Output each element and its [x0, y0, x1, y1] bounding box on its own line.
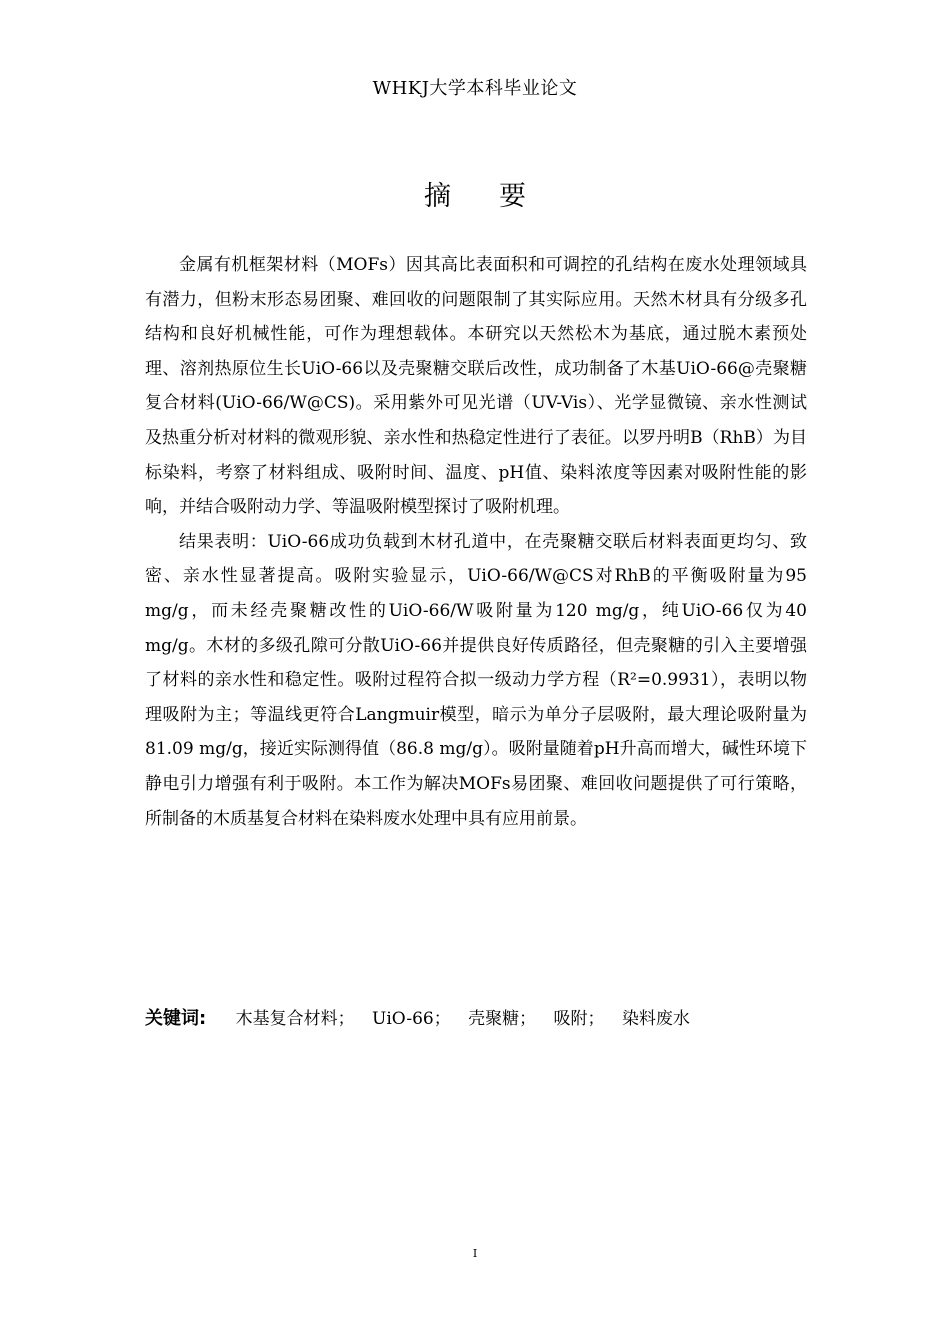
running-header: WHKJ大学本科毕业论文: [372, 78, 578, 99]
keywords-line: [145, 1005, 807, 1033]
abstract-title: 摘要: [424, 181, 574, 212]
page-number: I: [472, 1247, 478, 1260]
abstract-body: [145, 248, 807, 836]
keyword-item: 染料废水: [621, 1009, 690, 1029]
keyword-item: 壳聚糖；: [468, 1009, 537, 1029]
keyword-item: 吸附；: [553, 1009, 605, 1029]
abstract-paragraph-2: 结果表明：UiO-66成功负载到木材孔道中，在壳聚糖交联后材料表面更均匀、致密、亲水性显著提高。吸附实验显示，UiO-66/W@CS对RhB的平衡吸附量为95 mg/g，而未经壳聚糖改性的UiO-66/W吸附量为120 mg/g，纯UiO-66仅为40 mg/g。木材的多级孔隙可分散UiO-66并提供良好传质路径，但壳聚糖的引入主要增强了材料的亲水性和稳定性。吸附过程符合拟一级动力学方程（R²=0.9931），表明以物理吸附为主；等温线更符合Langmuir模型，暗示为单分子层吸附，最大理论吸附量为81.09 mg/g，接近实际测得值（86.8 mg/g）。吸附量随着pH升高而增大，碱性环境下静电引力增强有利于吸附。本工作为解决MOFs易团聚、难回收问题提供了可行策略，所制备的木质基复合材料在染料废水处理中具有应用前景。: [145, 531, 807, 829]
abstract-paragraph-1: 金属有机框架材料（MOFs）因其高比表面积和可调控的孔结构在废水处理领域具有潜力，但粉末形态易团聚、难回收的问题限制了其实际应用。天然木材具有分级多孔结构和良好机械性能，可作为理想载体。本研究以天然松木为基底，通过脱木素预处理、溶剂热原位生长UiO-66以及壳聚糖交联后改性，成功制备了木基UiO-66@壳聚糖复合材料(UiO-66/W@CS)。采用紫外可见光谱（UV-Vis）、光学显微镜、亲水性测试及热重分析对材料的微观形貌、亲水性和热稳定性进行了表征。以罗丹明B（RhB）为目标染料，考察了材料组成、吸附时间、温度、pH值、染料浓度等因素对吸附性能的影响，并结合吸附动力学、等温吸附模型探讨了吸附机理。: [145, 255, 807, 518]
keywords-label: 关键词:: [145, 1008, 207, 1029]
keyword-item: 木基复合材料；: [235, 1009, 355, 1029]
keyword-item: UiO-66；: [372, 1009, 451, 1029]
